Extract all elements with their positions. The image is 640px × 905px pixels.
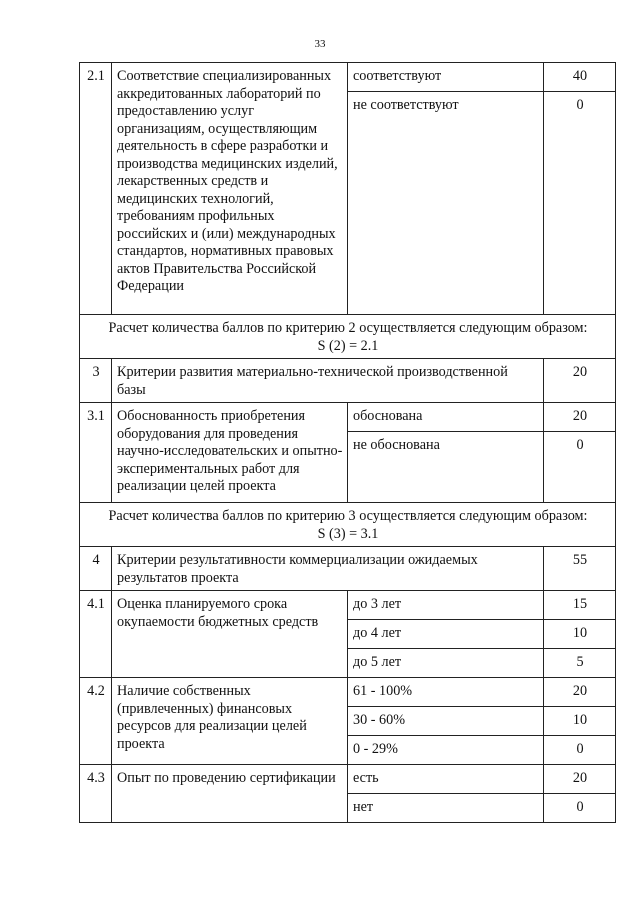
calculation-note [80,503,616,547]
criterion-text: Наличие собственных (привлеченных) финансовых ресурсов для реализации целей проекта [112,678,348,765]
option-label: обоснована [348,403,544,432]
table-row [80,403,616,432]
option-label: соответствуют [348,63,544,92]
row-number: 4.2 [80,678,112,765]
criterion-text: Оценка планируемого срока окупаемости бюджетных средств [112,591,348,678]
option-score: 40 [544,63,616,92]
table-row [80,678,616,707]
row-number: 3 [80,359,112,403]
table-row [80,359,616,403]
option-score: 10 [544,620,616,649]
option-score: 0 [544,736,616,765]
row-number: 4.3 [80,765,112,823]
criteria-table [79,62,616,823]
criterion-score: 20 [544,359,616,403]
option-score: 20 [544,403,616,432]
option-score: 10 [544,707,616,736]
criterion-text: Опыт по проведению сертификации [112,765,348,823]
option-label: 30 - 60% [348,707,544,736]
table-row [80,315,616,359]
table-row [80,503,616,547]
option-label: есть [348,765,544,794]
criterion-text: Критерии результативности коммерциализации ожидаемых результатов проекта [112,547,544,591]
calculation-formula: S (2) = 2.1 [317,337,379,354]
row-number: 4 [80,547,112,591]
option-label: не соответствуют [348,92,544,315]
option-score: 0 [544,92,616,315]
row-number: 2.1 [80,63,112,315]
option-score: 15 [544,591,616,620]
calculation-text: Расчет количества баллов по критерию 2 осуществляется следующим образом: [108,320,588,336]
option-score: 0 [544,794,616,823]
option-score: 20 [544,765,616,794]
option-label: не обоснована [348,432,544,503]
option-label: до 3 лет [348,591,544,620]
criterion-score: 55 [544,547,616,591]
table-row [80,591,616,620]
option-score: 20 [544,678,616,707]
criterion-text: Обоснованность приобретения оборудования для проведения научно-исследовательских и опытно-экспериментальных работ для реализации целей проекта [112,403,348,503]
criterion-text: Критерии развития материально-технической производственной базы [112,359,544,403]
calculation-text: Расчет количества баллов по критерию 3 осуществляется следующим образом: [108,508,588,524]
option-label: нет [348,794,544,823]
row-number: 4.1 [80,591,112,678]
criterion-text: Соответствие специализированных аккредитованных лабораторий по предоставлению услуг организациям, осуществляющим деятельность в сфере разработки и производства медицинских изделий, лекарственных средств и медицинских технологий, требованиям профильных российских и (или) международных стандартов, нормативных правовых актов Правительства Российской Федерации [112,63,348,315]
calculation-note [80,315,616,359]
option-label: 61 - 100% [348,678,544,707]
page-number: 33 [314,38,326,50]
option-score: 5 [544,649,616,678]
option-label: 0 - 29% [348,736,544,765]
calculation-formula: S (3) = 3.1 [317,525,379,542]
option-label: до 4 лет [348,620,544,649]
table-row [80,63,616,92]
table-row [80,547,616,591]
table-row [80,765,616,794]
row-number: 3.1 [80,403,112,503]
option-label: до 5 лет [348,649,544,678]
option-score: 0 [544,432,616,503]
